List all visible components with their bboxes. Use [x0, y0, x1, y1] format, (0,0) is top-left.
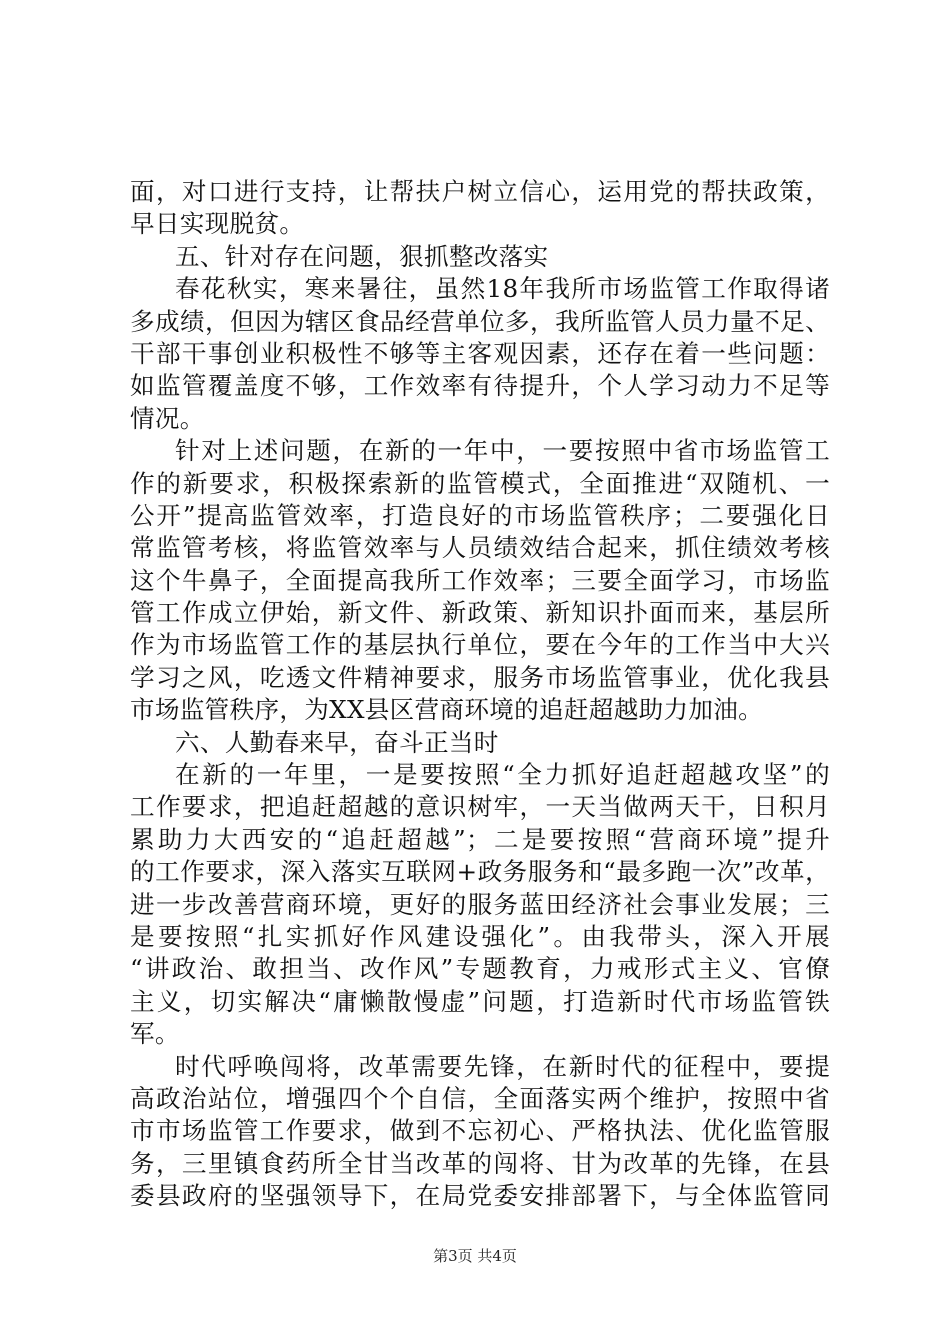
text-line: 学习之风，吃透文件精神要求，服务市场监管事业，优化我县 [130, 662, 830, 692]
text-line: 委县政府的坚强领导下，在局党委安排部署下，与全体监管同 [130, 1181, 830, 1211]
text-line: 军。 [130, 1019, 180, 1049]
text-line: 作为市场监管工作的基层执行单位，要在今年的工作当中大兴 [130, 630, 830, 660]
text-line: 作的新要求，积极探索新的监管模式，全面推进“双随机、一 [130, 468, 830, 498]
text-line: 务，三里镇食药所全甘当改革的闯将、甘为改革的先锋，在县 [130, 1148, 830, 1178]
text-line: 进一步改善营商环境，更好的服务蓝田经济社会事业发展；三 [130, 889, 830, 919]
text-line: 主义，切实解决“庸懒散慢虚”问题，打造新时代市场监管铁 [130, 986, 830, 1016]
text-line: 如监管覆盖度不够，工作效率有待提升，个人学习动力不足等 [130, 371, 830, 401]
text-line: 春花秋实，寒来暑往，虽然18年我所市场监管工作取得诸 [175, 274, 830, 304]
text-line: 高政治站位，增强四个个自信，全面落实两个维护，按照中省 [130, 1083, 830, 1113]
text-line: 这个牛鼻子，全面提高我所工作效率；三要全面学习，市场监 [130, 565, 830, 595]
text-line: 工作要求，把追赶超越的意识树牢，一天当做两天干，日积月 [130, 792, 830, 822]
text-line: 时代呼唤闯将，改革需要先锋，在新时代的征程中，要提 [175, 1051, 830, 1081]
text-line: 市市场监管工作要求，做到不忘初心、严格执法、优化监管服 [130, 1116, 830, 1146]
text-line: 早日实现脱贫。 [130, 209, 305, 239]
document-body [130, 176, 830, 1213]
text-line: 累助力大西安的“追赶超越”；二是要按照“营商环境”提升 [130, 824, 830, 854]
text-line: “讲政治、敢担当、改作风”专题教育，力戒形式主义、官僚 [130, 954, 830, 984]
page-number-footer: 第3页 共4页 [433, 1247, 517, 1265]
text-line: 六、人勤春来早，奋斗正当时 [175, 727, 499, 757]
text-line: 在新的一年里，一是要按照“全力抓好追赶超越攻坚”的 [175, 760, 830, 790]
text-line: 的工作要求，深入落实互联网+政务服务和“最多跑一次”改革， [130, 857, 830, 887]
text-line: 公开”提高监管效率，打造良好的市场监管秩序；二要强化日 [130, 500, 830, 530]
text-line: 干部干事创业积极性不够等主客观因素，还存在着一些问题： [130, 338, 830, 368]
text-line: 针对上述问题，在新的一年中，一要按照中省市场监管工 [175, 436, 830, 466]
text-line: 常监管考核，将监管效率与人员绩效结合起来，抓住绩效考核 [130, 533, 830, 563]
text-line: 五、针对存在问题，狠抓整改落实 [175, 241, 549, 271]
text-line: 面，对口进行支持，让帮扶户树立信心，运用党的帮扶政策， [130, 177, 830, 206]
text-line: 管工作成立伊始，新文件、新政策、新知识扑面而来，基层所 [130, 598, 830, 628]
text-line: 情况。 [130, 403, 205, 433]
text-line: 是要按照“扎实抓好作风建设强化”。由我带头，深入开展 [130, 921, 830, 951]
text-line: 市场监管秩序，为XX县区营商环境的追赶超越助力加油。 [130, 695, 764, 725]
text-line: 多成绩，但因为辖区食品经营单位多，我所监管人员力量不足、 [130, 306, 830, 336]
